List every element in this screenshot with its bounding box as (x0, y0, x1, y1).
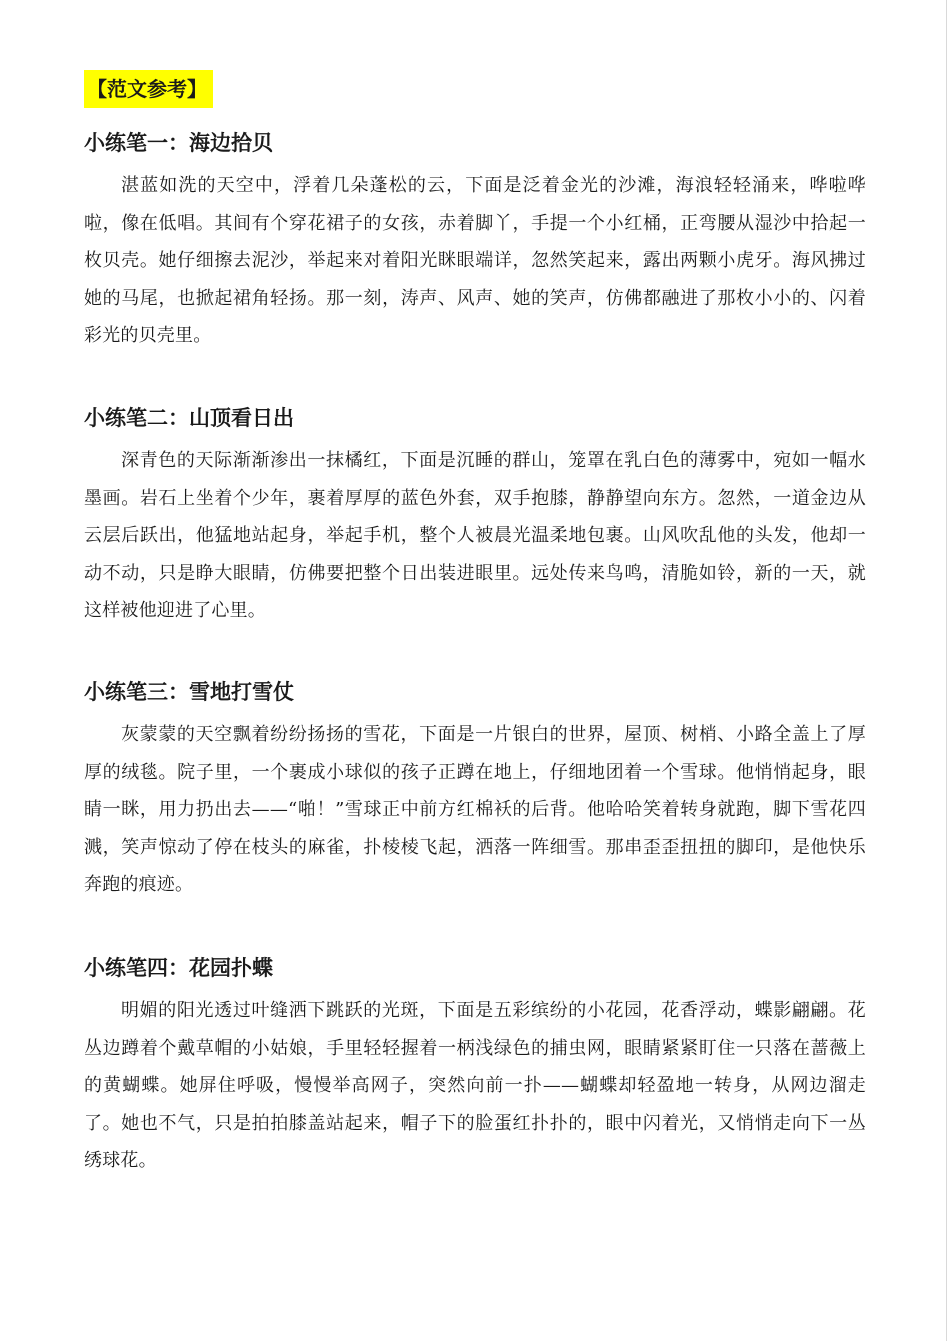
section-snowball (84, 677, 866, 904)
section-body: 湛蓝如洗的天空中，浮着几朵蓬松的云，下面是泛着金光的沙滩，海浪轻轻涌来，哗啦哗啦，像在低唱。其间有个穿花裙子的女孩，赤着脚丫，手提一个小红桶，正弯腰从湿沙中拾起一枚贝壳。她仔细擦去泥沙，举起来对着阳光眯眼端详，忽然笑起来，露出两颗小虎牙。海风拂过她的马尾，也掀起裙角轻扬。那一刻，涛声、风声、她的笑声，仿佛都融进了那枚小小的、闪着彩光的贝壳里。 (84, 175, 866, 346)
section-sunrise (84, 403, 866, 630)
page-edge-line (946, 0, 947, 1341)
section-body: 灰蒙蒙的天空飘着纷纷扬扬的雪花，下面是一片银白的世界，屋顶、树梢、小路全盖上了厚厚的绒毯。院子里，一个裹成小球似的孩子正蹲在地上，仔细地团着一个雪球。他悄悄起身，眼睛一眯，用力扔出去——“啪！”雪球正中前方红棉袄的后背。他哈哈笑着转身就跑，脚下雪花四溅，笑声惊动了停在枝头的麻雀，扑棱棱飞起，洒落一阵细雪。那串歪歪扭扭的脚印，是他快乐奔跑的痕迹。 (84, 724, 866, 895)
section-body: 深青色的天际渐渐渗出一抹橘红，下面是沉睡的群山，笼罩在乳白色的薄雾中，宛如一幅水墨画。岩石上坐着个少年，裹着厚厚的蓝色外套，双手抱膝，静静望向东方。忽然，一道金边从云层后跃出，他猛地站起身，举起手机，整个人被晨光温柔地包裹。山风吹乱他的头发，他却一动不动，只是睁大眼睛，仿佛要把整个日出装进眼里。远处传来鸟鸣，清脆如铃，新的一天，就这样被他迎进了心里。 (84, 450, 866, 621)
section-title: 小练笔二：山顶看日出 (84, 406, 294, 430)
section-title: 小练笔四：花园扑蝶 (84, 956, 273, 980)
section-title: 小练笔一：海边拾贝 (84, 131, 273, 155)
section-body: 明媚的阳光透过叶缝洒下跳跃的光斑，下面是五彩缤纷的小花园，花香浮动，蝶影翩翩。花丛边蹲着个戴草帽的小姑娘，手里轻轻握着一柄浅绿色的捕虫网，眼睛紧紧盯住一只落在蔷薇上的黄蝴蝶。她屏住呼吸，慢慢举高网子，突然向前一扑——蝴蝶却轻盈地一转身，从网边溜走了。她也不气，只是拍拍膝盖站起来，帽子下的脸蛋红扑扑的，眼中闪着光，又悄悄走向下一丛绣球花。 (84, 1000, 866, 1171)
reference-badge: 【范文参考】 (84, 70, 213, 108)
section-seashell (84, 128, 866, 355)
section-butterfly (84, 953, 866, 1180)
section-title: 小练笔三：雪地打雪仗 (84, 680, 294, 704)
